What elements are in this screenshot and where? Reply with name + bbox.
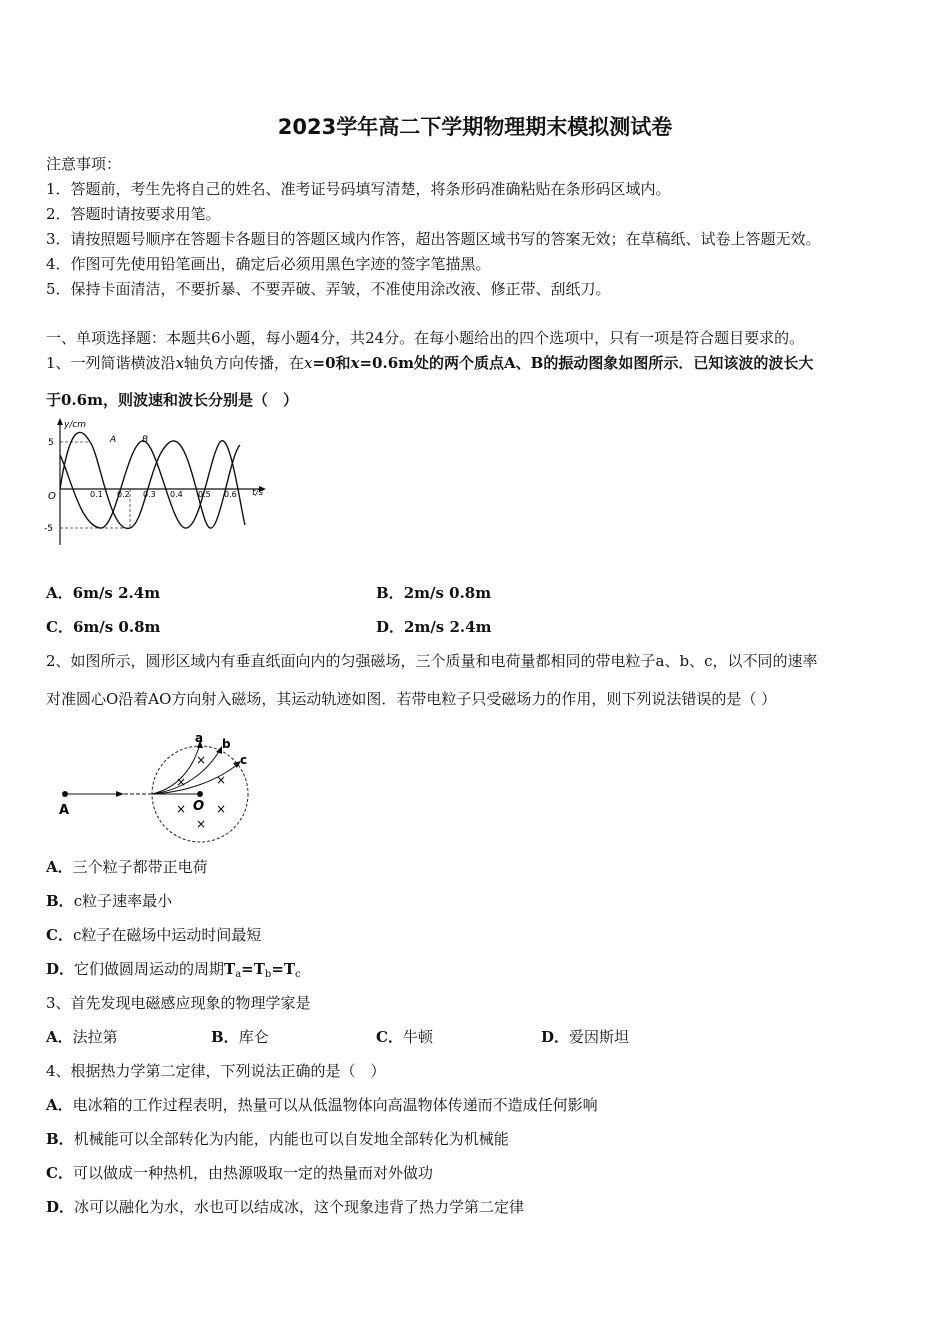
q2-field-mark: ×: [176, 802, 187, 816]
q4-option-c[interactable]: C．可以做成一种热机，由热源吸取一定的热量而对外做功: [46, 1164, 433, 1182]
q1-curve-b: [60, 441, 245, 528]
q1-xtick-0.3: 0.3: [143, 490, 156, 499]
q4-stem: 4、根据热力学第二定律，下列说法正确的是（ ）: [46, 1062, 386, 1080]
q2-option-c[interactable]: C．c粒子在磁场中运动时间最短: [46, 926, 262, 944]
q4-option-a[interactable]: A．电冰箱的工作过程表明，热量可以从低温物体向高温物体传递而不造成任何影响: [46, 1096, 598, 1114]
q2-center-o: [197, 791, 203, 797]
q1-ylabel: y/cm: [64, 420, 87, 430]
q3-option-b[interactable]: B．库仑: [211, 1028, 269, 1046]
notice-item-5: 5．保持卡面清洁，不要折暴、不要弄破、弄皱，不准使用涂改液、修正带、刮纸刀。: [46, 280, 611, 298]
q1-stem-line1: 1、一列简谐横波沿x轴负方向传播，在x=0和x=0.6m处的两个质点A、B的振动图象如图所示．已知该波的波长大: [46, 354, 814, 372]
q1-xlabel: t/s: [252, 488, 264, 498]
q2-field-mark: ×: [196, 817, 207, 831]
section-heading: 一、单项选择题：本题共6小题，每小题4分，共24分。在每小题给出的四个选项中，只有一项是符合题目要求的。: [46, 329, 805, 347]
q1-xtick-0.1: 0.1: [90, 490, 103, 499]
q3-option-c[interactable]: C．牛顿: [376, 1028, 433, 1046]
q2-option-a[interactable]: A．三个粒子都带正电荷: [46, 858, 208, 876]
q1-stem-line2: 于0.6m，则波速和波长分别是（ ）: [46, 391, 298, 409]
q4-option-b[interactable]: B．机械能可以全部转化为内能，内能也可以自发地全部转化为机械能: [46, 1130, 509, 1148]
q2-label-traj-a: a: [195, 731, 204, 745]
q1-ytick-5: 5: [48, 438, 54, 448]
page-title: 2023学年高二下学期物理期末模拟测试卷: [277, 115, 673, 139]
q2-label-traj-b: b: [222, 737, 231, 751]
q1-ytick-neg5: -5: [44, 524, 53, 534]
q1-option-a[interactable]: A．6m/s 2.4m: [46, 584, 161, 602]
q2-field-mark: ×: [216, 773, 227, 787]
q2-magnetic-field-figure: [48, 728, 268, 846]
q2-label-a-point: A: [59, 803, 70, 818]
q2-label-traj-c: c: [240, 753, 248, 767]
q2-stem-line2: 对准圆心O沿着AO方向射入磁场，其运动轨迹如图．若带电粒子只受磁场力的作用，则下列说法错误的是（ ）: [46, 690, 777, 708]
notice-heading: 注意事项：: [46, 155, 122, 173]
q1-origin-label: O: [48, 491, 56, 502]
q1-xtick-0.4: 0.4: [170, 490, 183, 499]
q2-field-mark: ×: [216, 802, 227, 816]
q1-xtick-0.5: 0.5: [198, 490, 211, 499]
q2-option-b[interactable]: B．c粒子速率最小: [46, 892, 173, 910]
q1-vibration-graph: [40, 415, 280, 555]
q3-stem: 3、首先发现电磁感应现象的物理学家是: [46, 994, 311, 1012]
q2-label-o: O: [193, 799, 205, 814]
q1-curve-a-label: A: [110, 435, 117, 445]
notice-item-3: 3．请按照题号顺序在答题卡各题目的答题区域内作答，超出答题区域书写的答案无效；在草稿纸、试卷上答题无效。: [46, 230, 821, 248]
notice-item-2: 2．答题时请按要求用笔。: [46, 205, 221, 223]
q2-field-mark: ×: [196, 753, 207, 767]
q1-option-d[interactable]: D．2m/s 2.4m: [376, 618, 492, 636]
notice-item-1: 1．答题前，考生先将自己的姓名、准考证号码填写清楚，将条形码准确粘贴在条形码区域内。: [46, 180, 671, 198]
q1-xtick-0.6: 0.6: [224, 490, 237, 499]
q2-field-mark: ×: [176, 775, 187, 789]
q2-option-d[interactable]: D．它们做圆周运动的周期$T_a=T_b=T_c$: [46, 960, 301, 980]
notice-item-4: 4．作图可先使用铅笔画出，确定后必须用黑色字迹的签字笔描黑。: [46, 255, 491, 273]
q1-xtick-0.2: 0.2: [117, 490, 130, 499]
q3-option-d[interactable]: D．爱因斯坦: [541, 1028, 630, 1046]
q2-stem-line1: 2、如图所示，圆形区域内有垂直纸面向内的匀强磁场，三个质量和电荷量都相同的带电粒子a、b、c，以不同的速率: [46, 652, 818, 670]
q3-option-a[interactable]: A．法拉第: [46, 1028, 118, 1046]
q1-option-b[interactable]: B．2m/s 0.8m: [376, 584, 492, 602]
q4-option-d[interactable]: D．冰可以融化为水，水也可以结成冰，这个现象违背了热力学第二定律: [46, 1198, 525, 1216]
q1-option-c[interactable]: C．6m/s 0.8m: [46, 618, 161, 636]
q1-curve-b-label: B: [142, 435, 149, 445]
